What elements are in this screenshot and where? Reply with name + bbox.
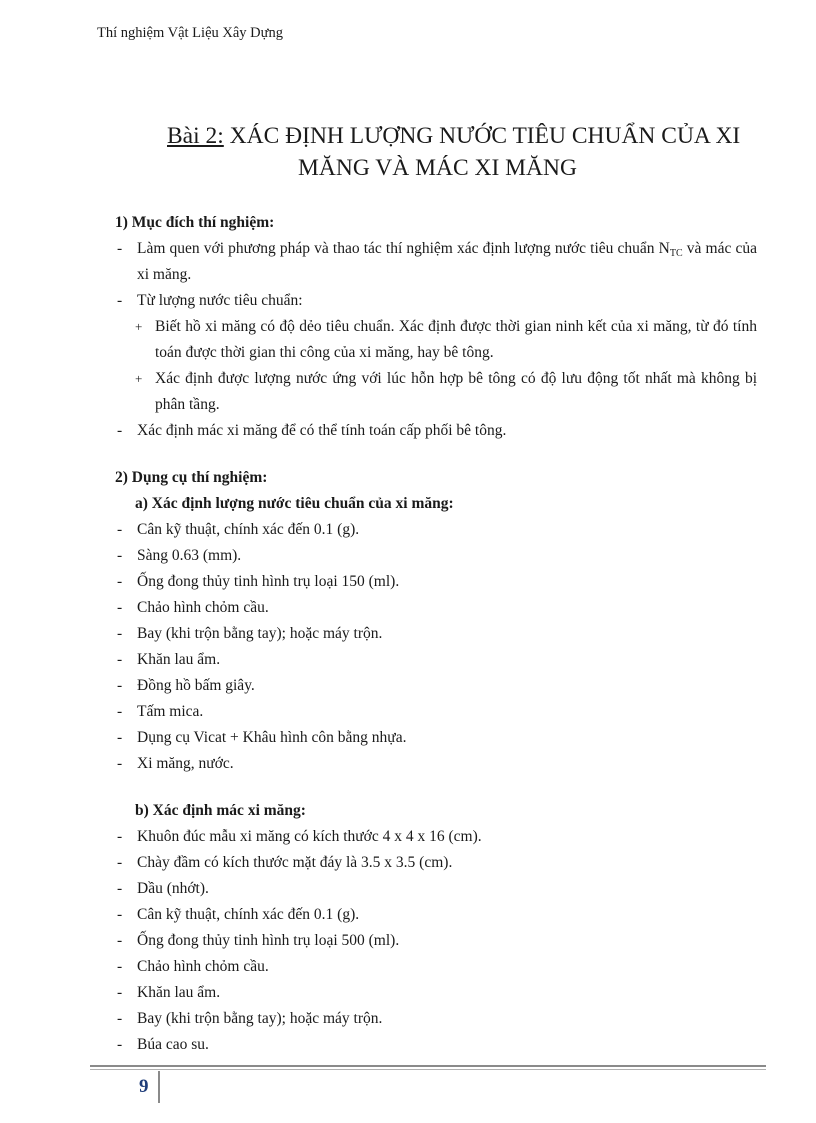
section-1-item-1 [115, 236, 757, 288]
title-line-1-text: XÁC ĐỊNH LƯỢNG NƯỚC TIÊU CHUẨN CỦA XI [223, 123, 741, 149]
list-item: - Chảo hình chỏm cầu. [115, 595, 757, 621]
section-1-plus-2: + Xác định được lượng nước ứng với lúc hỗn hợp bê tông có độ lưu động tốt nhất mà không bị phân tầng. [115, 366, 757, 418]
list-item: - Búa cao su. [115, 1032, 757, 1058]
list-item: - Bay (khi trộn bằng tay); hoặc máy trộn. [115, 1006, 757, 1032]
page-number: 9 [139, 1076, 149, 1097]
title-line-1 [167, 120, 740, 152]
list-item: - Dầu (nhớt). [115, 876, 757, 902]
list-item: - Đồng hồ bấm giây. [115, 673, 757, 699]
footer-rule [90, 1065, 766, 1067]
list-item: - Xi măng, nước. [115, 751, 757, 777]
document-body [115, 210, 757, 1058]
list-item: - Cân kỹ thuật, chính xác đến 0.1 (g). [115, 902, 757, 928]
section-1-item-2: - Từ lượng nước tiêu chuẩn: [115, 288, 757, 314]
section-1-plus-1: + Biết hồ xi măng có độ dẻo tiêu chuẩn. Xác định được thời gian ninh kết của xi măng, từ đó tính toán được thời gian thi công của xi măng, hay bê tông. [115, 314, 757, 366]
list-item: - Sàng 0.63 (mm). [115, 543, 757, 569]
section-2b-heading: b) Xác định mác xi măng: [135, 802, 306, 819]
list-item: - Khăn lau ẩm. [115, 647, 757, 673]
list-item: - Cân kỹ thuật, chính xác đến 0.1 (g). [115, 517, 757, 543]
list-item: - Ống đong thủy tinh hình trụ loại 500 (ml). [115, 928, 757, 954]
list-item: - Tấm mica. [115, 699, 757, 725]
title-prefix: Bài 2: [167, 123, 224, 149]
footer-divider [158, 1071, 160, 1103]
section-2-heading: 2) Dụng cụ thí nghiệm: [115, 469, 268, 486]
section-1-heading: 1) Mục đích thí nghiệm: [115, 214, 275, 231]
list-item: - Chày đầm có kích thước mặt đáy là 3.5 x 3.5 (cm). [115, 850, 757, 876]
section-2a-heading: a) Xác định lượng nước tiêu chuẩn của xi măng: [135, 495, 454, 512]
running-header: Thí nghiệm Vật Liệu Xây Dựng [97, 25, 283, 41]
list-item: - Dụng cụ Vicat + Khâu hình côn bằng nhựa. [115, 725, 757, 751]
footer-rule-thin [90, 1069, 766, 1070]
list-item: - Chảo hình chỏm cầu. [115, 954, 757, 980]
list-item: - Khăn lau ẩm. [115, 980, 757, 1006]
item-text-post: và mác của xi măng. [137, 240, 757, 283]
list-item: - Ống đong thủy tinh hình trụ loại 150 (ml). [115, 569, 757, 595]
section-1-item-3: - Xác định mác xi măng để có thể tính toán cấp phối bê tông. [115, 418, 757, 444]
title-line-2: MĂNG VÀ MÁC XI MĂNG [298, 155, 577, 181]
item-text: Làm quen với phương pháp và thao tác thí nghiệm xác định lượng nước tiêu chuẩn N [137, 240, 670, 257]
list-item: - Khuôn đúc mẫu xi măng có kích thước 4 x 4 x 16 (cm). [115, 824, 757, 850]
subscript-tc: TC [669, 248, 683, 259]
list-item: - Bay (khi trộn bằng tay); hoặc máy trộn. [115, 621, 757, 647]
